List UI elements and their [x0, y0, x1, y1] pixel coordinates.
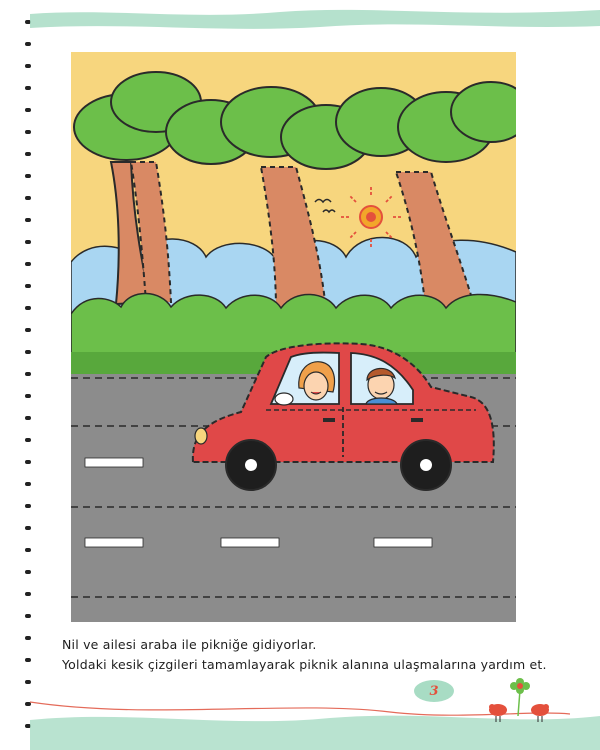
bird-icon	[489, 704, 507, 722]
lane-marking	[374, 538, 432, 547]
lane-marking	[85, 538, 143, 547]
flower-icon	[510, 678, 530, 694]
lane-marking	[85, 458, 143, 467]
car-road-illustration	[71, 52, 516, 622]
instruction-line-2: Yoldaki kesik çizgileri tamamlayarak piknik alanına ulaşmalarına yardım et.	[62, 657, 547, 672]
top-brush-band	[30, 0, 600, 40]
spiral-binding	[22, 20, 36, 730]
lane-marking	[221, 538, 279, 547]
page-number: 3	[414, 680, 454, 702]
birds-flower-decoration	[470, 668, 560, 728]
bird-icon	[531, 704, 549, 722]
instruction-line-1: Nil ve ailesi araba ile pikniğe gidiyorlar.	[62, 637, 317, 652]
